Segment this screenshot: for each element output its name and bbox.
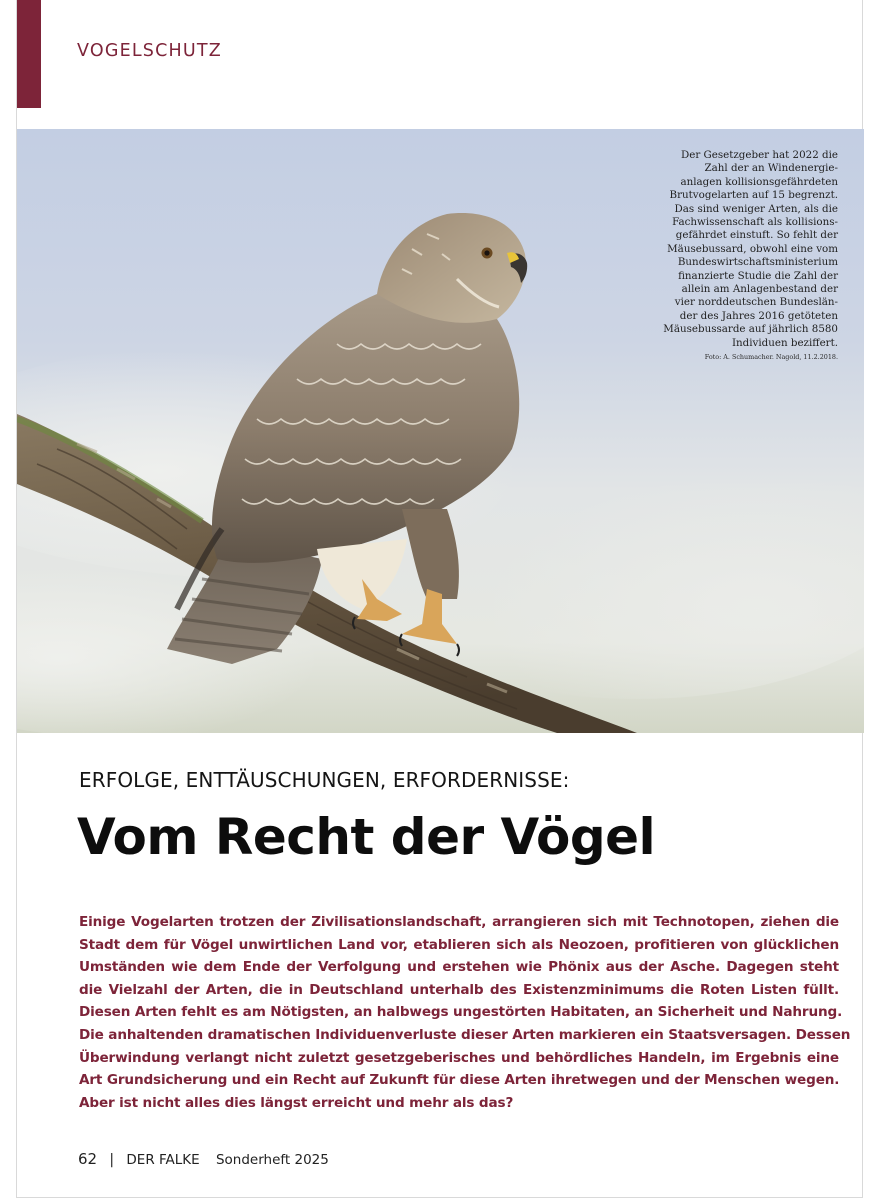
lead-line: Die anhaltenden dramatischen Individuenverluste dieser Arten markieren ein Staatsversagen. Dessen	[79, 1026, 851, 1043]
lead-line: Aber ist nicht alles dies längst erreicht und mehr als das?	[79, 1094, 514, 1111]
article-kicker: ERFOLGE, ENTTÄUSCHUNGEN, ERFORDERNISSE:	[79, 768, 570, 792]
article-lead	[79, 911, 851, 1114]
section-color-bar	[17, 0, 41, 108]
page-footer	[78, 1150, 329, 1168]
photo-credit: Foto: A. Schumacher. Nagold, 11.2.2018.	[704, 353, 838, 362]
buzzard-photo	[17, 129, 864, 733]
lead-line: Einige Vogelarten trotzen der Zivilisationslandschaft, arrangieren sich mit Technotopen, ziehen die	[79, 914, 839, 930]
magazine-page	[16, 0, 863, 1198]
lead-line: Umständen wie dem Ende der Verfolgung und erstehen wie Phönix aus der Asche. Dagegen steht	[79, 959, 839, 976]
lead-line: die Vielzahl der Arten, die in Deutschland unterhalb des Existenzminimums die Roten Listen füllt.	[79, 981, 839, 998]
caption-text: Der Gesetzgeber hat 2022 die Zahl der an Windenergie- anlagen kollisionsgefährdeten Brutvogelarten auf 15 begrenzt. Das sind weniger Arten, als die Fachwissenschaft als kollisions- gefährdet einstuft. So fehlt der Mäusebussard, obwohl eine vom Bundeswirtschaftsministerium finanzierte Studie die Zahl der allein am Anlagenbestand der vier norddeutschen Bundeslän- der des Jahres 2016 getöteten Mäusebussarde auf jährlich 8580 Individuen beziffert.	[663, 149, 838, 349]
article-headline: Vom Recht der Vögel	[77, 808, 656, 866]
issue-label: Sonderheft 2025	[215, 1152, 329, 1168]
footer-separator: |	[109, 1152, 115, 1168]
lead-line: Diesen Arten fehlt es am Nötigsten, an halbwegs ungestörten Habitaten, an Sicherheit und Nahrung.	[79, 1004, 843, 1021]
magazine-name: DER FALKE	[126, 1152, 200, 1168]
photo-caption	[628, 149, 838, 362]
lead-line: Stadt dem für Vögel unwirtlichen Land vor, etablieren sich als Neozoen, profitieren von glücklichen	[79, 936, 839, 953]
section-label: VOGELSCHUTZ	[77, 41, 222, 61]
lead-line: Überwindung verlangt nicht zuletzt gesetzgeberisches und behördliches Handeln, im Ergebnis eine	[79, 1049, 839, 1066]
lead-line: Art Grundsicherung und ein Recht auf Zukunft für diese Arten ihretwegen und der Menschen wegen.	[79, 1072, 840, 1089]
page-number: 62	[78, 1150, 98, 1168]
